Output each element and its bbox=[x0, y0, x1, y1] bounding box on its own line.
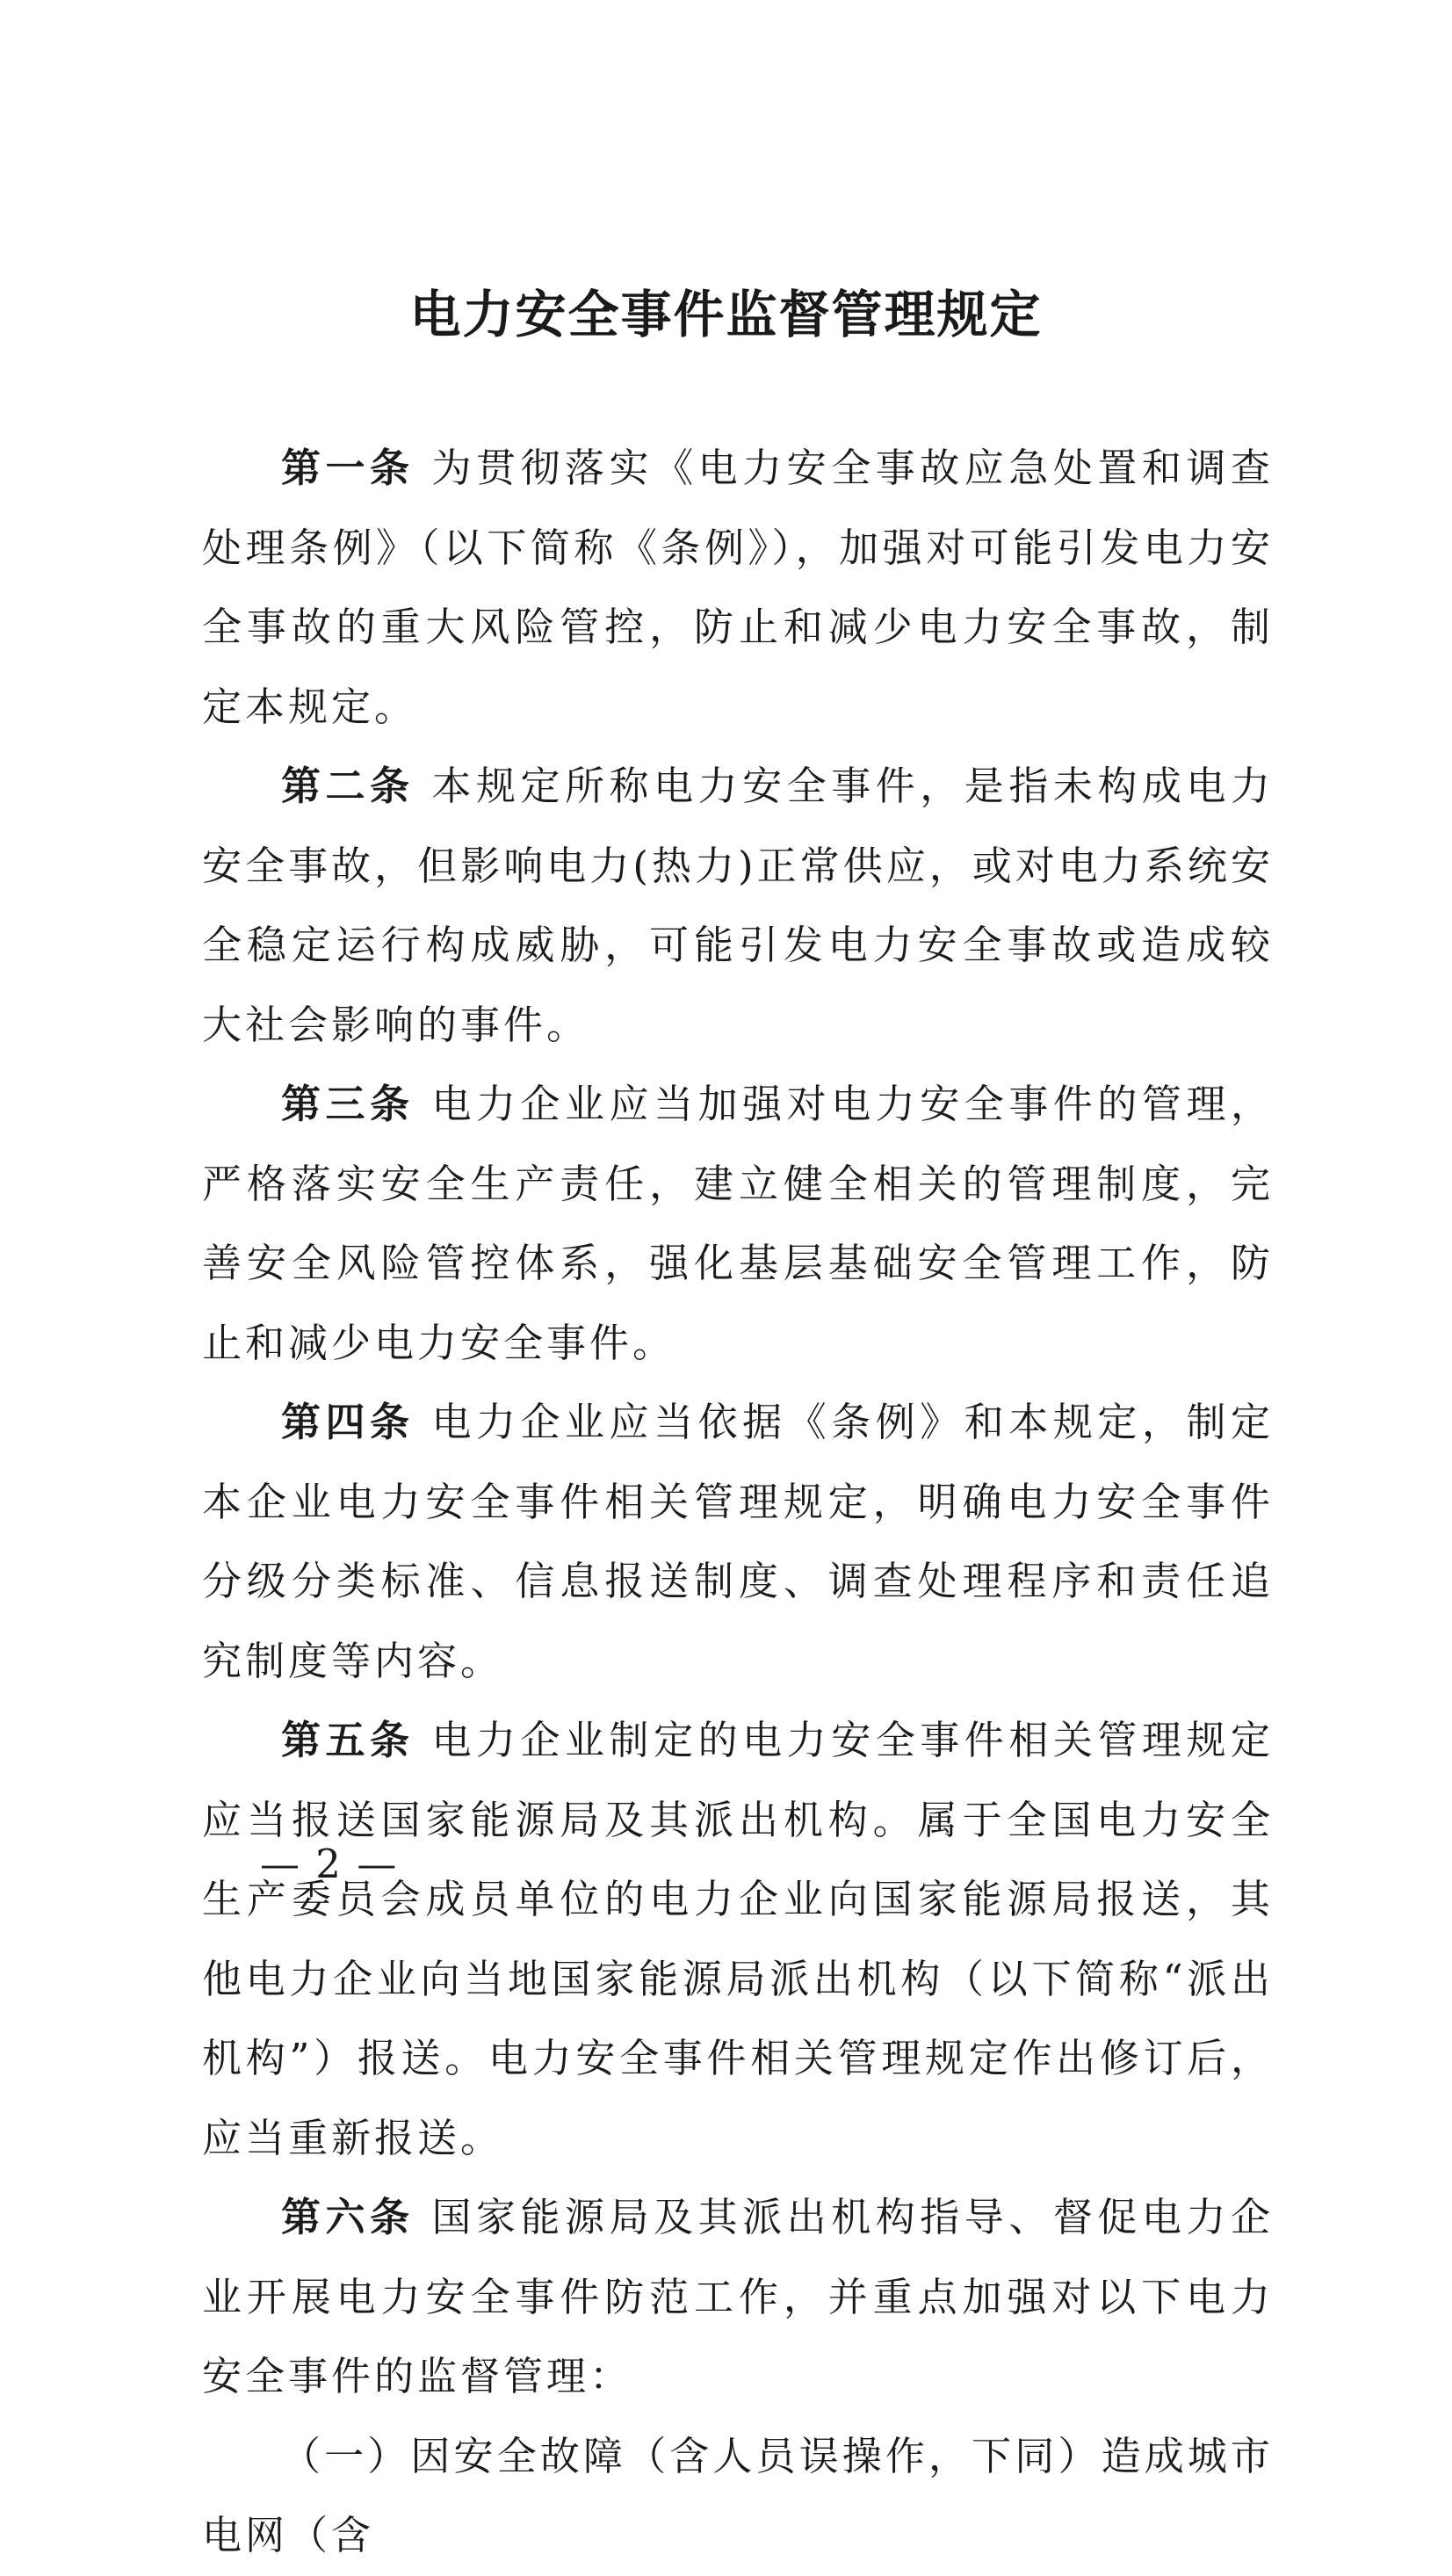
document-title: 电力安全事件监督管理规定 bbox=[409, 285, 1043, 344]
article-2-paragraph bbox=[202, 747, 1274, 1065]
article-5-paragraph bbox=[202, 1701, 1274, 2178]
item-text: （一）因安全故障（含人员误操作，下同）造成城市电网（含 bbox=[202, 2432, 1274, 2558]
article-4-paragraph bbox=[202, 1383, 1274, 1701]
article-heading: 第六条 bbox=[281, 2194, 415, 2240]
article-text: 国家能源局及其派出机构指导、督促电力企业开展电力安全事件防范工作，并重点加强对以下电力安全事件的监督管理： bbox=[202, 2194, 1274, 2399]
item-1-paragraph bbox=[202, 2417, 1274, 2576]
article-heading: 第二条 bbox=[281, 763, 415, 809]
page-number: — 2 — bbox=[260, 1841, 399, 1887]
article-heading: 第三条 bbox=[281, 1081, 415, 1127]
article-text: 为贯彻落实《电力安全事故应急处置和调查处理条例》（以下简称《条例》），加强对可能引发电力安全事故的重大风险管控，防止和减少电力安全事故，制定本规定。 bbox=[202, 445, 1274, 730]
document-body bbox=[202, 429, 1274, 2576]
article-text: 电力企业应当加强对电力安全事件的管理，严格落实安全生产责任，建立健全相关的管理制度，完善安全风险管控体系，强化基层基础安全管理工作，防止和减少电力安全事件。 bbox=[202, 1081, 1274, 1366]
article-heading: 第一条 bbox=[281, 445, 415, 491]
article-heading: 第四条 bbox=[281, 1399, 415, 1445]
article-text: 本规定所称电力安全事件，是指未构成电力安全事故，但影响电力(热力)正常供应，或对电力系统安全稳定运行构成威胁，可能引发电力安全事故或造成较大社会影响的事件。 bbox=[202, 763, 1274, 1048]
article-6-paragraph bbox=[202, 2178, 1274, 2417]
article-text: 电力企业应当依据《条例》和本规定，制定本企业电力安全事件相关管理规定，明确电力安全事件分级分类标准、信息报送制度、调查处理程序和责任追究制度等内容。 bbox=[202, 1399, 1274, 1684]
article-text: 电力企业制定的电力安全事件相关管理规定应当报送国家能源局及其派出机构。属于全国电力安全生产委员会成员单位的电力企业向国家能源局报送，其他电力企业向当地国家能源局派出机构（以下简称“派出机构”）报送。电力安全事件相关管理规定作出修订后，应当重新报送。 bbox=[202, 1717, 1274, 2161]
article-3-paragraph bbox=[202, 1065, 1274, 1383]
article-1-paragraph bbox=[202, 429, 1274, 747]
article-heading: 第五条 bbox=[281, 1717, 415, 1763]
